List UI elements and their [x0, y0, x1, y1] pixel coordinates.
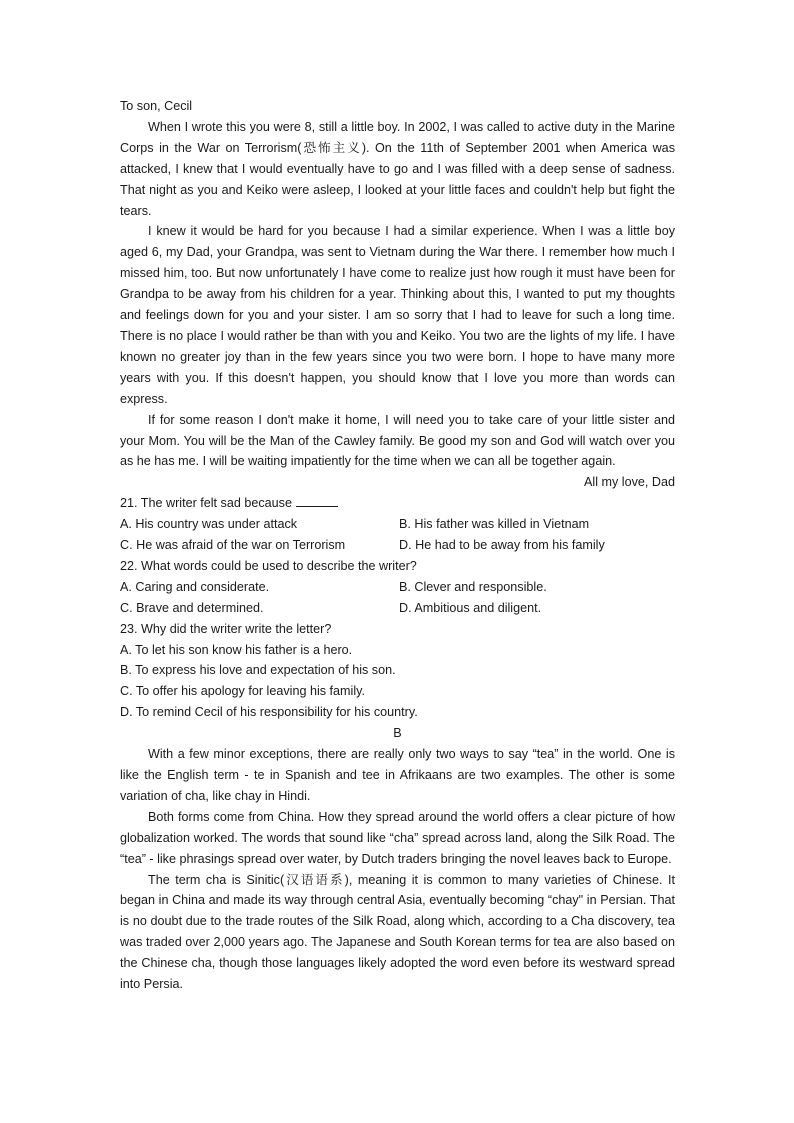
question-stem-text: 21. The writer felt sad because	[120, 496, 292, 511]
question-stem: 23. Why did the writer write the letter?	[120, 621, 332, 636]
letter-paragraph-1: When I wrote this you were 8, still a little boy. In 2002, I was called to active duty in the Marine Corps in the War on Terrorism(恐怖主义). On the 11th of September 2001 when America was attacked, I knew that I would eventually have to go and I was filled with a deep sense of sadness. That night as you and Keiko were asleep, I looked at your little faces and couldn't help but fight the tears.	[120, 119, 675, 218]
option-d: D. Ambitious and diligent.	[399, 600, 542, 615]
option-a: A. To let his son know his father is a hero.	[120, 642, 353, 657]
option-c: C. To offer his apology for leaving his family.	[120, 684, 365, 699]
document-page	[120, 96, 675, 995]
passage-b-paragraph-3: The term cha is Sinitic(汉语语系), meaning it is common to many varieties of Chinese. It began in China and made its way through central Asia, eventually becoming “chay" in Persian. That is no doubt due to the trade routes of the Silk Road, along which, according to a Cha discovery, tea was traded over 2,000 years ago. The Japanese and South Korean terms for tea are also based on the Chinese cha, though those languages likely adopted the word even before its westward spread into Persia.	[120, 872, 675, 992]
letter-salutation: To son, Cecil	[120, 99, 193, 113]
option-b: B. Clever and responsible.	[399, 579, 547, 594]
question-stem: 22. What words could be used to describe the writer?	[120, 558, 417, 573]
option-b: B. To express his love and expectation of his son.	[120, 663, 396, 678]
option-c: C. He was afraid of the war on Terrorism	[120, 538, 346, 553]
question-22	[120, 556, 675, 619]
passage-b-paragraph-2: Both forms come from China. How they spread around the world offers a clear picture of how globalization worked. The words that sound like “cha” spread across land, along the Silk Road. The “tea” - like phrasings spread over water, by Dutch traders bringing the novel leaves back to Europe.	[120, 809, 675, 866]
letter-paragraph-2: I knew it would be hard for you because I had a similar experience. When I was a little boy aged 6, my Dad, your Grandpa, was sent to Vietnam during the War there. I remember how much I missed him, too. But now unfortunately I have come to realize just how rough it must have been for Grandpa to be away from his children for a year. Thinking about this, I wanted to put my thoughts and feelings down for you and your sister. I am so sorry that I had to leave for such a long time. There is no place I would rather be than with you and Keiko. You two are the lights of my life. I have known no greater joy than in the few years since you two were born. I hope to have many more years with you. If this doesn't happen, you should know that I love you more than words can express.	[120, 224, 675, 406]
letter-paragraph-3: If for some reason I don't make it home, I will need you to take care of your little sister and your Mom. You will be the Man of the Cawley family. Be good my son and God will watch over you as he has me. I will be waiting impatiently for the time when we can all be together again.	[120, 412, 675, 469]
question-stem	[120, 493, 675, 514]
letter-closing: All my love, Dad	[584, 475, 675, 490]
option-a: A. His country was under attack	[120, 517, 298, 532]
question-options	[120, 514, 675, 556]
question-options	[120, 577, 675, 619]
option-c: C. Brave and determined.	[120, 600, 264, 615]
answer-blank	[296, 494, 338, 507]
question-21	[120, 493, 675, 556]
option-d: D. He had to be away from his family	[399, 538, 605, 553]
question-23	[120, 619, 675, 724]
passage-b-paragraph-1: With a few minor exceptions, there are really only two ways to say “tea” in the world. One is like the English term - te in Spanish and tee in Afrikaans are two examples. The other is some variation of cha, like chay in Hindi.	[120, 747, 675, 803]
option-d: D. To remind Cecil of his responsibility for his country.	[120, 705, 418, 720]
option-b: B. His father was killed in Vietnam	[399, 517, 590, 532]
section-label-b: B	[393, 726, 402, 741]
option-a: A. Caring and considerate.	[120, 579, 270, 594]
